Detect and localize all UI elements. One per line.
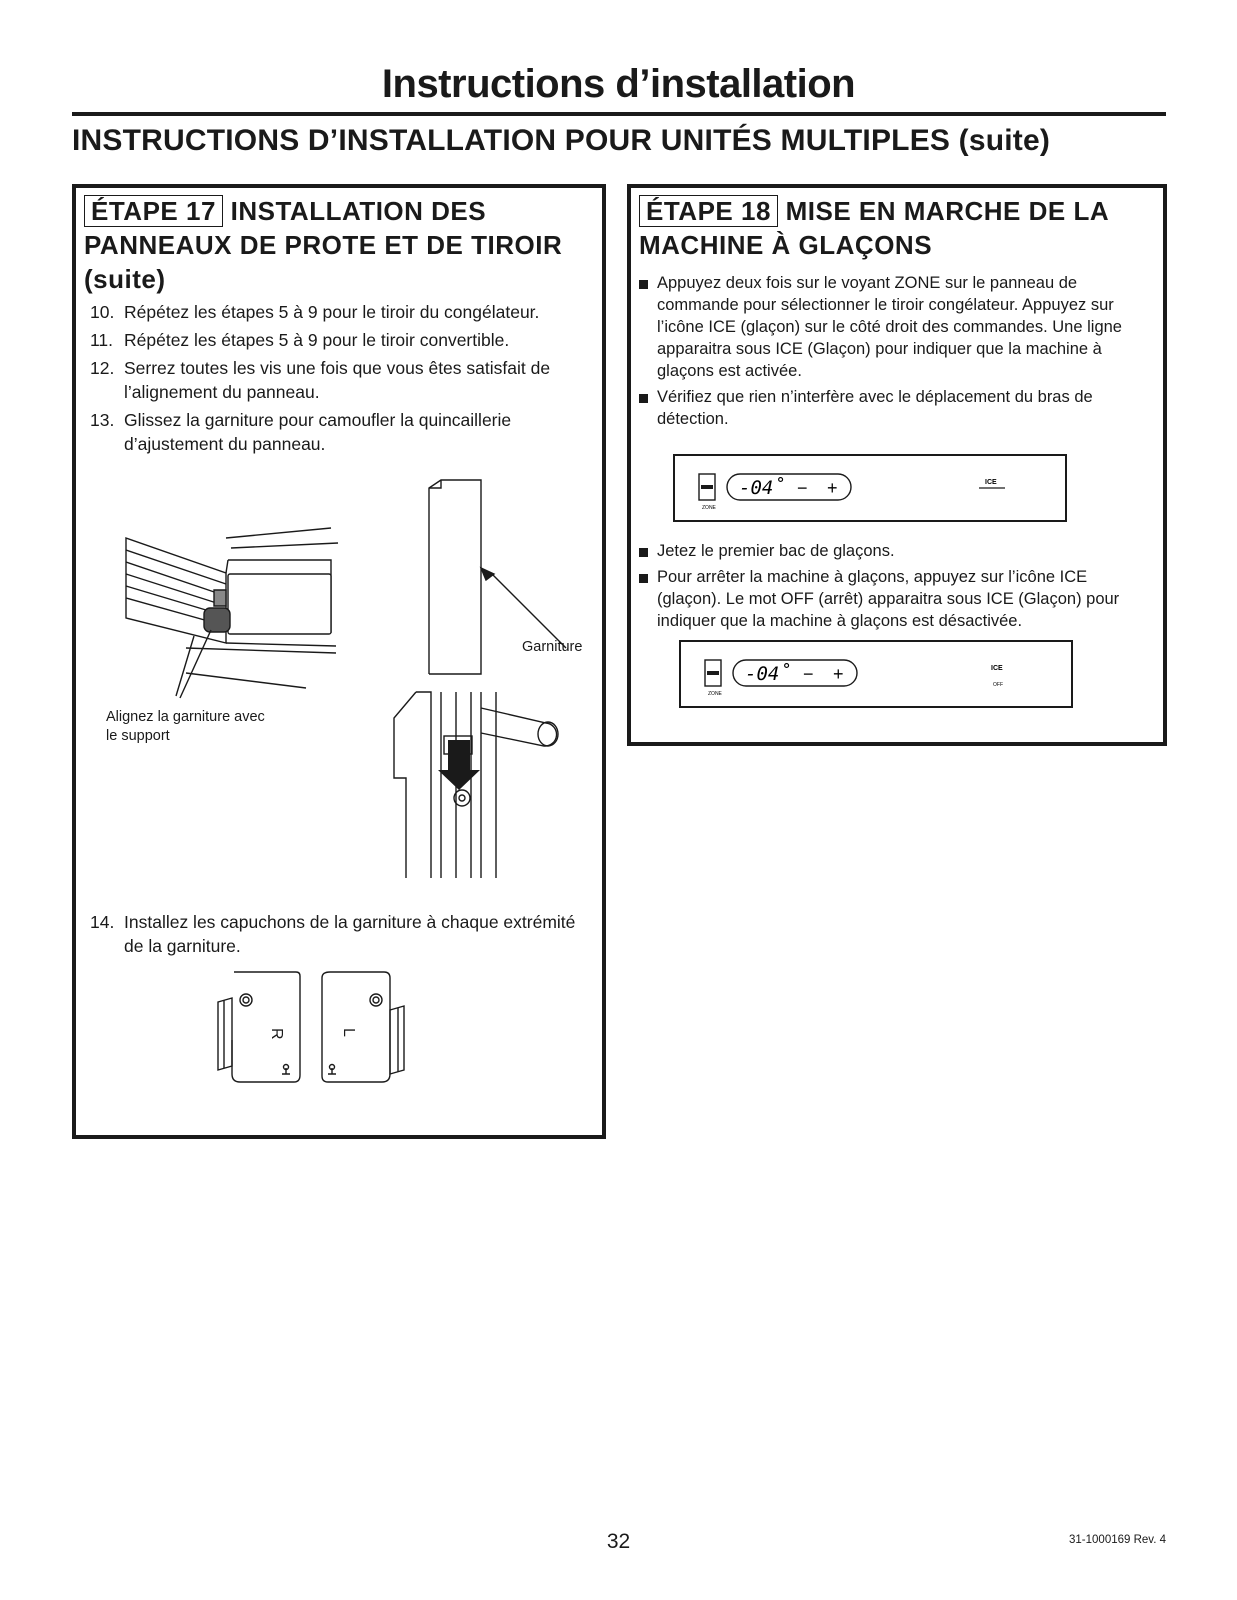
list-item: 12. Serrez toutes les vis une fois que vous êtes satisfait de l’alignement du panneau.: [90, 358, 551, 402]
caption-align: Alignez la garniture avec le support: [106, 709, 265, 744]
ice-label: ICE: [985, 479, 997, 486]
control-panel-ice-on: [673, 454, 1069, 526]
step-18-bullets-top: [637, 272, 1137, 434]
list-item: Appuyez deux fois sur le voyant ZONE sur le panneau de commande pour sélectionner le tiroir congélateur. Appuyez sur l’icône ICE (glaçon) sur le côté droit des commandes. Une ligne apparaitra sous ICE (Glaçon) pour indiquer que la machine à glaçons est activée.: [637, 272, 1137, 382]
list-item: 11. Répétez les étapes 5 à 9 pour le tiroir convertible.: [90, 330, 510, 350]
trim-caps-illustration: [206, 970, 426, 1085]
plus-button: +: [833, 664, 844, 684]
step-18-bullets-bottom: [637, 540, 1137, 636]
section-title: INSTRUCTIONS D’INSTALLATION POUR UNITÉS MULTIPLES (suite): [72, 124, 1051, 157]
svg-text:ZONE: ZONE: [702, 505, 716, 511]
list-item: Vérifiez que rien n’interfère avec le déplacement du bras de détection.: [637, 386, 1137, 430]
svg-text:-04˚: -04˚: [739, 477, 785, 499]
list-item: Jetez le premier bac de glaçons.: [637, 540, 1137, 562]
step-18-heading: [639, 194, 1149, 262]
list-item: Pour arrêter la machine à glaçons, appuyez sur l’icône ICE (glaçon). Le mot OFF (arrêt) apparaitra sous ICE (Glaçon) pour indiquer que la machine à glaçons est désactivée.: [637, 566, 1137, 632]
step-17-label: ÉTAPE 17: [84, 195, 223, 227]
svg-text:ZONE: ZONE: [708, 691, 722, 697]
document-reference: 31-1000169 Rev. 4: [1069, 1534, 1166, 1546]
step-18-title: MISE EN MARCHE DE LA MACHINE À GLAÇONS: [639, 196, 1109, 260]
plus-button: +: [827, 478, 838, 498]
svg-text:-04˚: -04˚: [745, 663, 791, 685]
off-label: OFF: [993, 682, 1003, 688]
caption-garniture: Garniture: [522, 639, 583, 655]
step-18-label: ÉTAPE 18: [639, 195, 778, 227]
list-item: 10. Répétez les étapes 5 à 9 pour le tiroir du congélateur.: [90, 302, 540, 322]
title-rule: [72, 112, 1166, 116]
list-item: 14. Installez les capuchons de la garniture à chaque extrémité de la garniture.: [90, 912, 576, 956]
page-number: 32: [606, 1530, 631, 1553]
step-18-panel: [627, 184, 1167, 746]
step-17-list: [90, 300, 580, 460]
ice-label: ICE: [991, 665, 1003, 672]
cap-left-letter: L: [340, 1028, 357, 1037]
step-17-panel: [72, 184, 606, 1139]
minus-button: −: [797, 478, 808, 498]
minus-button: −: [803, 664, 814, 684]
step-17-title: INSTALLATION DES PANNEAUX DE PROTE ET DE TIROIR (suite): [84, 196, 563, 294]
step-17-list-cont: [90, 910, 580, 962]
step-17-heading: [84, 194, 594, 296]
page-title: Instructions d’installation: [381, 62, 856, 106]
cap-right-letter: R: [268, 1028, 285, 1040]
control-panel-ice-off: [679, 640, 1075, 712]
trim-installation-illustration: [76, 478, 602, 908]
list-item: 13. Glissez la garniture pour camoufler la quincaillerie d’ajustement du panneau.: [90, 410, 512, 454]
